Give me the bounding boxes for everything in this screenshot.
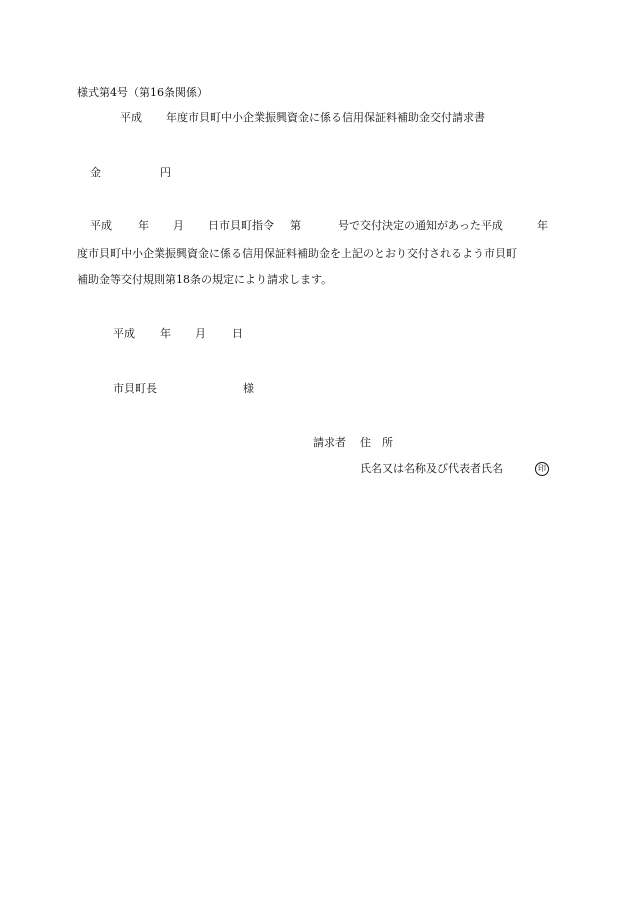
body-year: 年 [138, 219, 149, 232]
title-era: 平成 [120, 111, 142, 124]
date-day: 日 [232, 327, 243, 340]
claimant-address-label: 住 所 [360, 436, 393, 449]
form-number: 様式第4号（第16条関係） [77, 86, 208, 99]
body-era: 平成 [90, 219, 112, 232]
addressee-honorific: 様 [243, 382, 254, 395]
date-month: 月 [195, 327, 206, 340]
body-issued-text: 号で交付決定の通知があった平成 [338, 219, 503, 232]
date-year: 年 [160, 327, 171, 340]
body-month: 月 [173, 219, 184, 232]
page-title: 年度市貝町中小企業振興資金に係る信用保証料補助金交付請求書 [166, 111, 485, 124]
body-line-3: 補助金等交付規則第18条の規定により請求します。 [77, 273, 333, 286]
body-line-2: 度市貝町中小企業振興資金に係る信用保証料補助金を上記のとおり交付されるよう市貝町 [77, 247, 517, 260]
amount-unit: 円 [160, 166, 171, 179]
addressee-name: 市貝町長 [113, 382, 157, 395]
claimant-name-label: 氏名又は名称及び代表者氏名 [360, 462, 503, 475]
seal-mark: 印 [535, 462, 549, 476]
body-day-text: 日市貝町指令 [208, 219, 274, 232]
body-nen: 年 [537, 219, 548, 232]
date-era: 平成 [113, 327, 135, 340]
claimant-label: 請求者 [313, 436, 346, 449]
body-dai: 第 [290, 219, 301, 232]
amount-prefix: 金 [90, 166, 101, 179]
